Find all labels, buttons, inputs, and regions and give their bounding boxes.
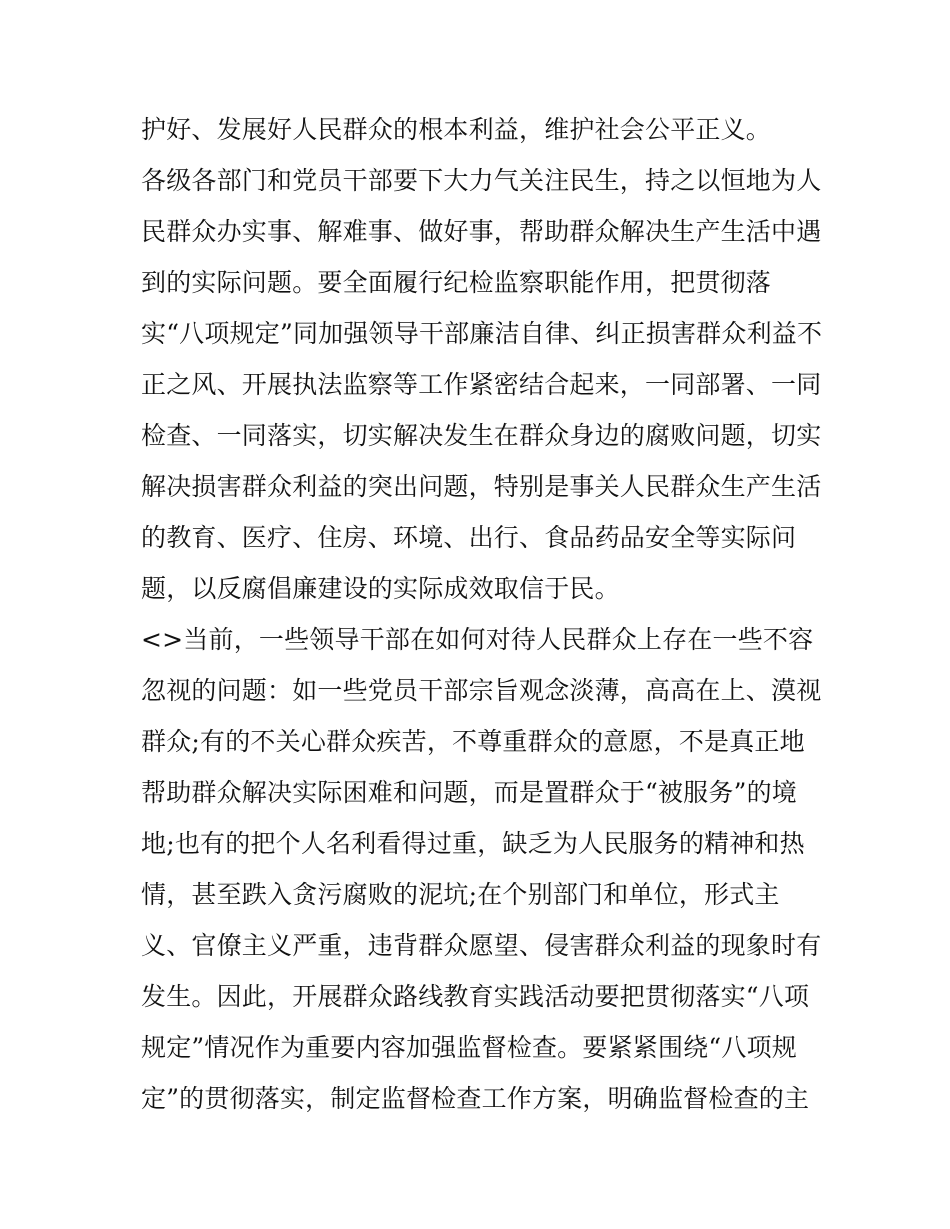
text-line: 帮助群众解决实际困难和问题，而是置群众于“被服务”的境 — [141, 778, 797, 807]
text-line: <>当前，一些领导干部在如何对待人民群众上存在一些不容 — [141, 625, 814, 654]
text-line: 解决损害群众利益的突出问题，特别是事关人民群众生产生活 — [141, 472, 822, 501]
text-line: 题，以反腐倡廉建设的实际成效取信于民。 — [141, 574, 620, 603]
text-line: 的教育、医疗、住房、环境、出行、食品药品安全等实际问 — [141, 523, 797, 552]
text-line: 到的实际问题。要全面履行纪检监察职能作用，把贯彻落 — [141, 268, 772, 297]
text-line: 义、官僚主义严重，违背群众愿望、侵害群众利益的现象时有 — [141, 931, 822, 960]
text-line: 定”的贯彻落实，制定监督检查工作方案，明确监督检查的主 — [141, 1084, 810, 1113]
body-text — [141, 104, 821, 1124]
text-line: 检查、一同落实，切实解决发生在群众身边的腐败问题，切实 — [141, 421, 822, 450]
text-line: 实“八项规定”同加强领导干部廉洁自律、纠正损害群众利益不 — [141, 319, 823, 348]
text-line: 民群众办实事、解难事、做好事，帮助群众解决生产生活中遇 — [141, 217, 822, 246]
text-line: 各级各部门和党员干部要下大力气关注民生，持之以恒地为人 — [141, 166, 822, 195]
text-line: 正之风、开展执法监察等工作紧密结合起来，一同部署、一同 — [141, 370, 822, 399]
text-line: 情，甚至跌入贪污腐败的泥坑;在个别部门和单位，形式主 — [141, 880, 780, 909]
text-line: 群众;有的不关心群众疾苦，不尊重群众的意愿，不是真正地 — [141, 727, 805, 756]
text-line: 忽视的问题：如一些党员干部宗旨观念淡薄，高高在上、漠视 — [141, 676, 822, 705]
text-line: 规定”情况作为重要内容加强监督检查。要紧紧围绕“八项规 — [141, 1033, 797, 1062]
text-line: 护好、发展好人民群众的根本利益，维护社会公平正义。 — [141, 115, 772, 144]
text-line: 地;也有的把个人名利看得过重，缺乏为人民服务的精神和热 — [141, 829, 805, 858]
text-line: 发生。因此，开展群众路线教育实践活动要把贯彻落实“八项 — [141, 982, 810, 1011]
